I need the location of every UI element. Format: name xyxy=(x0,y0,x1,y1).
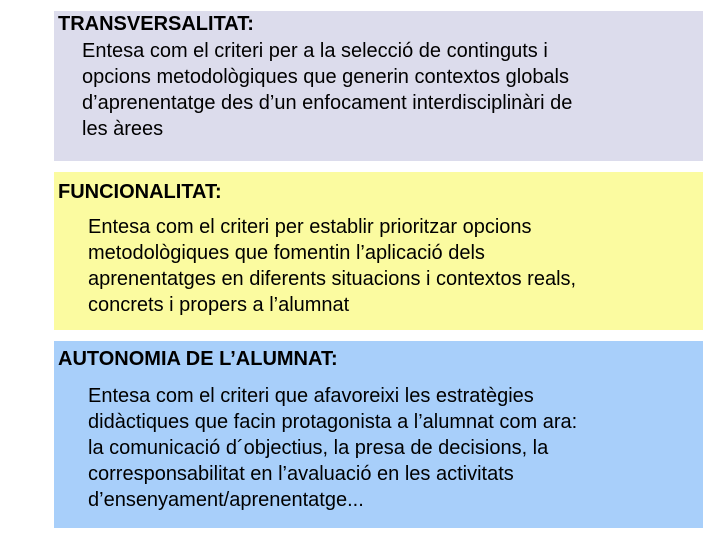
section-title: AUTONOMIA DE L’ALUMNAT: xyxy=(58,348,338,370)
section-funcionalitat xyxy=(54,172,703,330)
section-body xyxy=(88,383,577,513)
body-line: metodològiques que fomentin l’aplicació dels xyxy=(88,242,485,264)
section-body xyxy=(88,214,576,318)
body-line: opcions metodològiques que generin contextos globals xyxy=(82,66,570,88)
section-autonomia xyxy=(54,341,703,528)
body-line: concrets i propers a l’alumnat xyxy=(88,294,350,316)
section-title: TRANSVERSALITAT: xyxy=(58,13,254,35)
body-line: aprenentatges en diferents situacions i contextos reals, xyxy=(88,268,577,290)
section-title: FUNCIONALITAT: xyxy=(58,181,222,203)
section-body xyxy=(82,38,572,142)
body-line: d’aprenentatge des d’un enfocament interdisciplinàri de xyxy=(82,92,573,114)
body-line: Entesa com el criteri que afavoreixi les estratègies xyxy=(88,385,534,407)
body-line: les àrees xyxy=(82,118,164,140)
body-line: didàctiques que facin protagonista a l’alumnat com ara: xyxy=(88,411,578,433)
body-line: la comunicació d´objectius, la presa de decisions, la xyxy=(88,437,549,459)
section-transversalitat xyxy=(54,11,703,161)
body-line: Entesa com el criteri per establir prioritzar opcions xyxy=(88,216,532,238)
body-line: d’ensenyament/aprenentatge... xyxy=(88,489,364,511)
body-line: corresponsabilitat en l’avaluació en les activitats xyxy=(88,463,514,485)
body-line: Entesa com el criteri per a la selecció de continguts i xyxy=(82,40,548,62)
